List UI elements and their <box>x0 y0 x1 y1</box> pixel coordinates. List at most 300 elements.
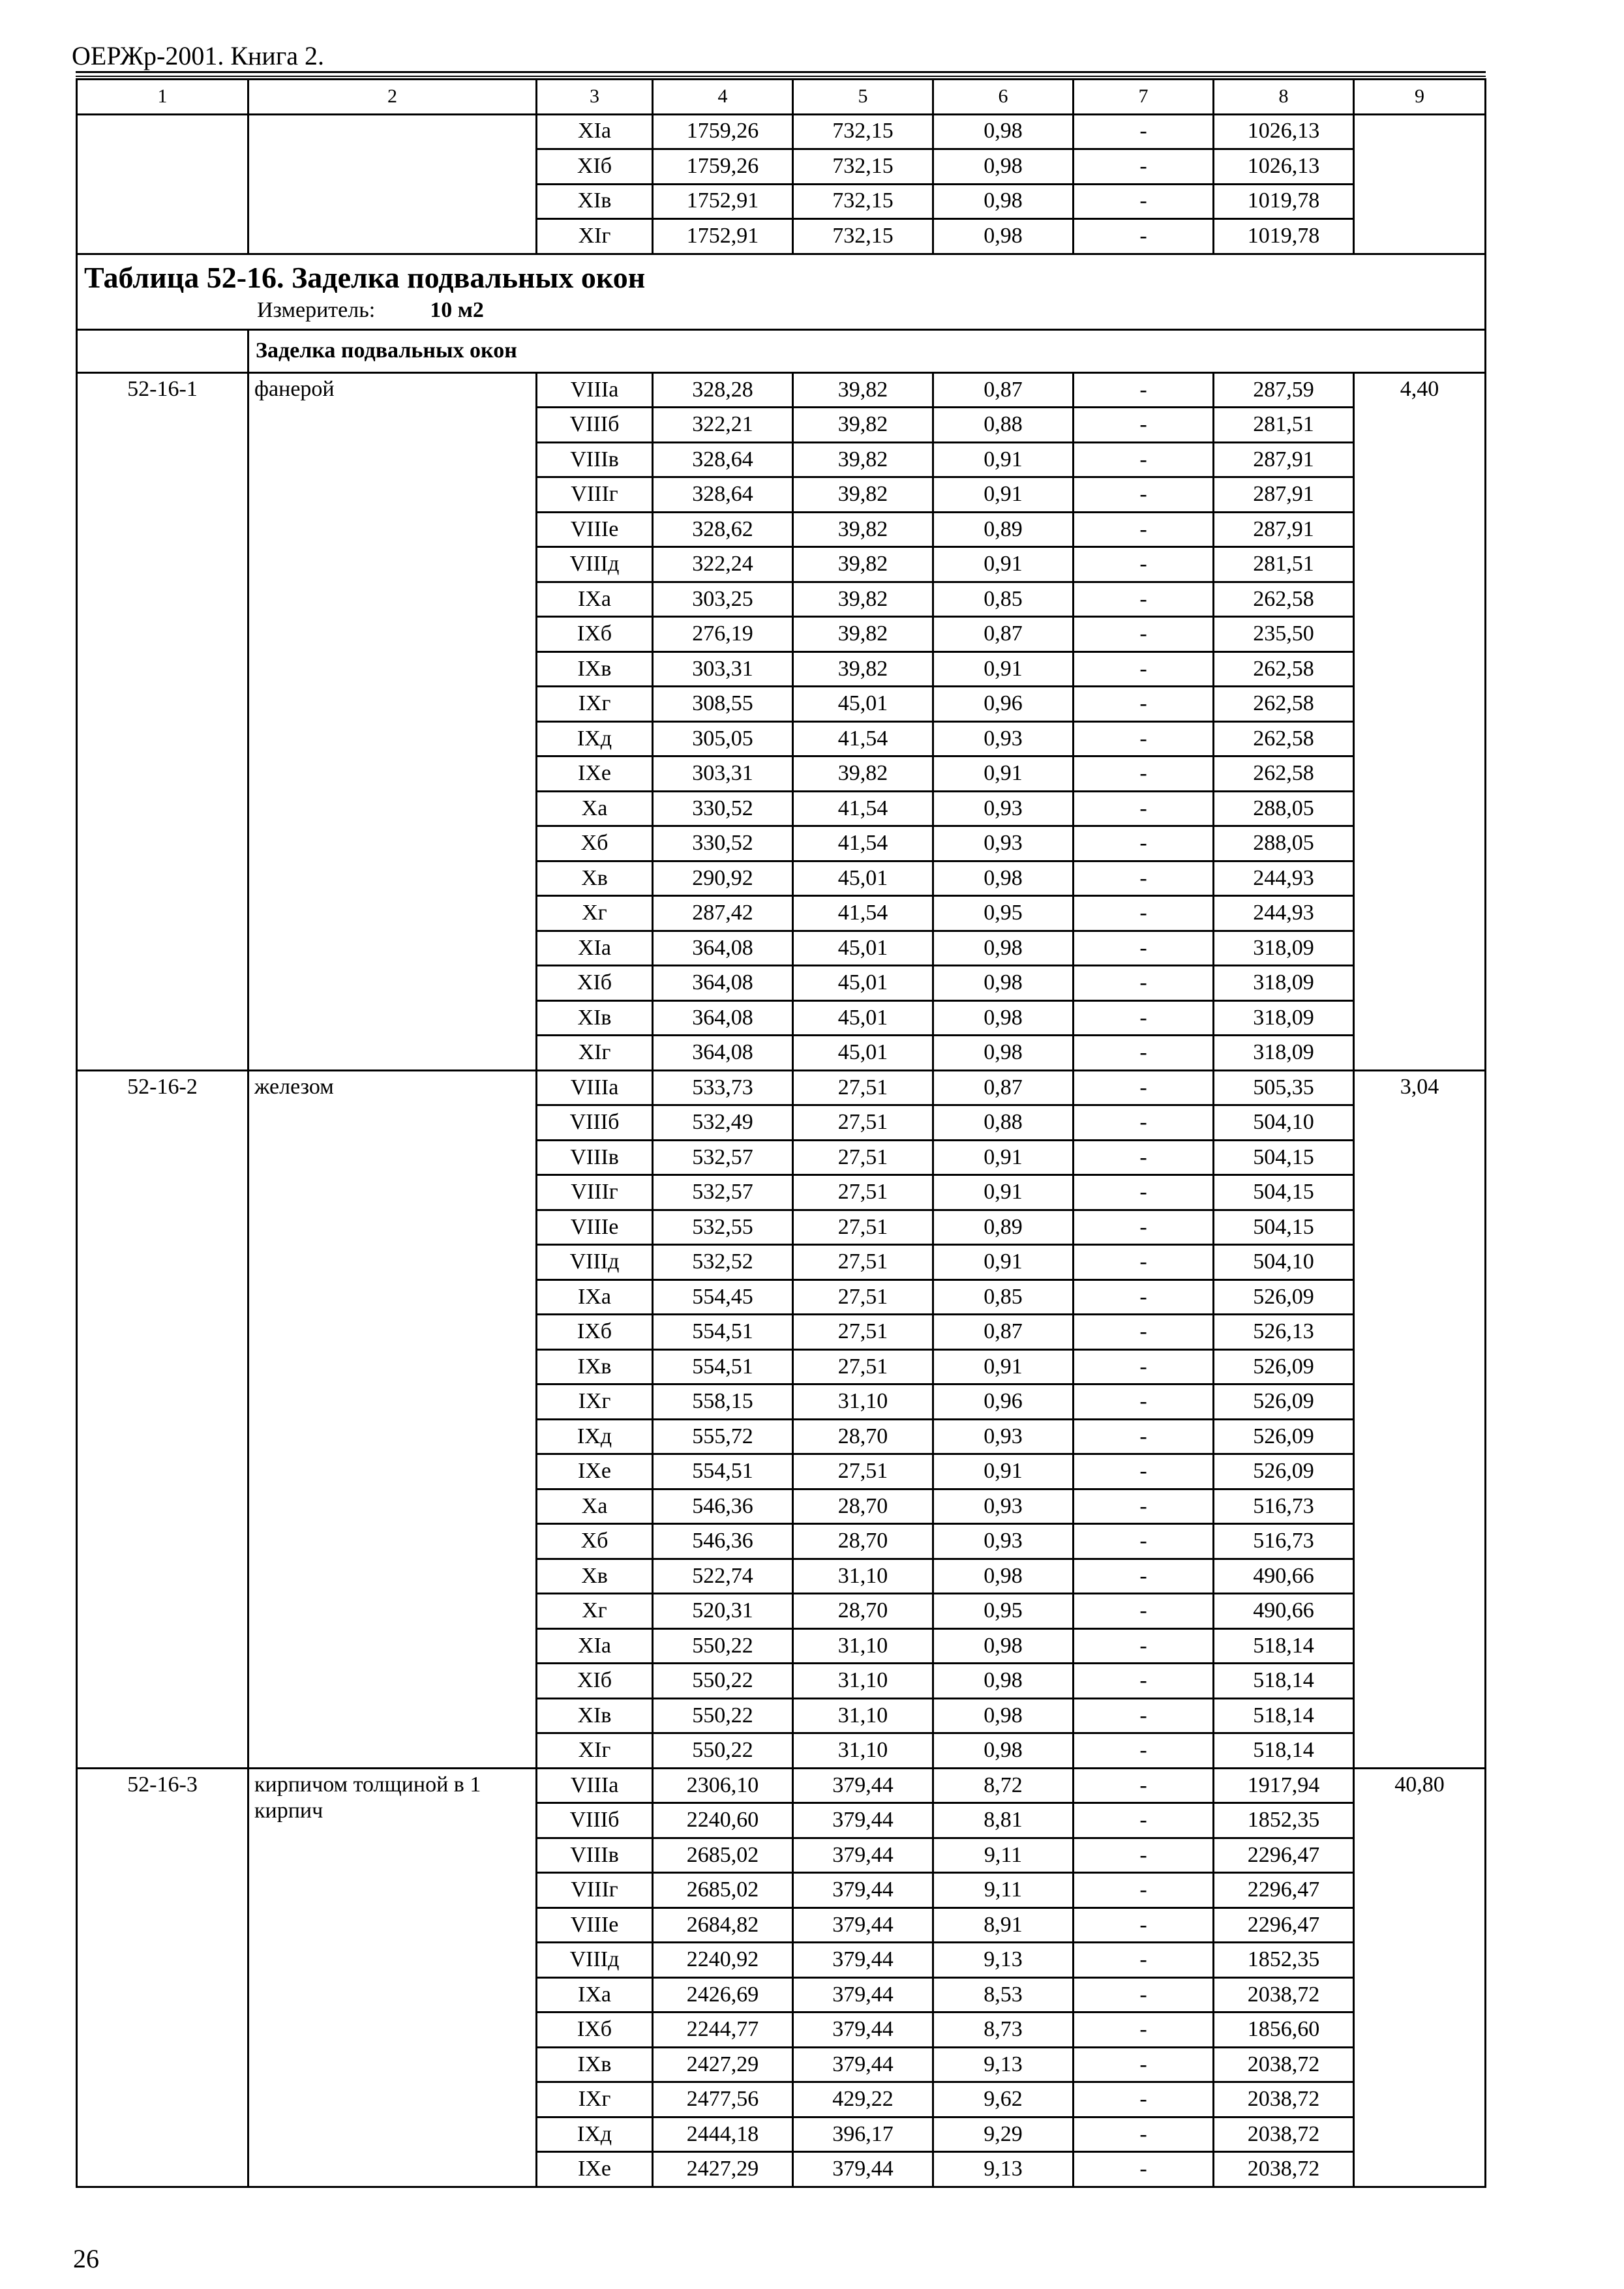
value-cell-col5: 27,51 <box>793 1210 933 1245</box>
table-title-row <box>77 254 1486 330</box>
value-cell-col4: 328,28 <box>653 372 793 408</box>
value-cell-col7: - <box>1074 1210 1214 1245</box>
value-cell-col3: XIа <box>537 1628 653 1664</box>
value-cell-col5: 39,82 <box>793 651 933 687</box>
value-cell-col4: 2685,02 <box>653 1838 793 1873</box>
labor-cost: 3,04 <box>1354 1070 1486 1768</box>
value-cell-col4: 276,19 <box>653 617 793 652</box>
value-cell-col4: 364,08 <box>653 1000 793 1036</box>
value-cell-col5: 39,82 <box>793 408 933 443</box>
value-cell-col3: VIIIб <box>537 1803 653 1838</box>
value-cell-col5: 45,01 <box>793 931 933 966</box>
value-cell-col8: 318,09 <box>1214 1036 1354 1071</box>
value-cell-col6: 0,91 <box>933 1454 1074 1489</box>
value-cell-col7: - <box>1074 184 1214 219</box>
value-cell-col4: 2427,29 <box>653 2152 793 2187</box>
value-cell-col8: 287,91 <box>1214 512 1354 547</box>
value-cell-col6: 0,98 <box>933 184 1074 219</box>
value-cell-col4: 1752,91 <box>653 184 793 219</box>
value-cell-col8: 490,66 <box>1214 1559 1354 1594</box>
value-cell-col3: XIв <box>537 1698 653 1733</box>
value-cell-col7: - <box>1074 1733 1214 1769</box>
value-cell-col3: IXв <box>537 651 653 687</box>
value-cell-col5: 39,82 <box>793 512 933 547</box>
value-cell-col8: 1852,35 <box>1214 1803 1354 1838</box>
value-cell-col3: Xг <box>537 1594 653 1629</box>
value-cell-col3: IXе <box>537 1454 653 1489</box>
value-cell-col7: - <box>1074 1698 1214 1733</box>
value-cell-col6: 0,93 <box>933 826 1074 861</box>
value-cell-col7: - <box>1074 2082 1214 2117</box>
value-cell-col5: 39,82 <box>793 756 933 792</box>
value-cell-col4: 558,15 <box>653 1384 793 1420</box>
value-cell-col7: - <box>1074 1070 1214 1105</box>
value-cell-col5: 28,70 <box>793 1594 933 1629</box>
value-cell-col8: 318,09 <box>1214 966 1354 1001</box>
value-cell-col7: - <box>1074 1873 1214 1908</box>
value-cell-col8: 526,09 <box>1214 1349 1354 1384</box>
value-cell-col4: 546,36 <box>653 1489 793 1524</box>
unit-label: Измеритель: <box>257 298 376 322</box>
value-cell-col7: - <box>1074 756 1214 792</box>
value-cell-col3: VIIIа <box>537 372 653 408</box>
value-cell-col8: 505,35 <box>1214 1070 1354 1105</box>
value-cell-col3: VIIIг <box>537 1175 653 1210</box>
value-cell-col4: 330,52 <box>653 791 793 826</box>
value-cell-col7: - <box>1074 721 1214 756</box>
value-cell-col4: 550,22 <box>653 1628 793 1664</box>
value-cell-col7: - <box>1074 687 1214 722</box>
value-cell-col7: - <box>1074 442 1214 477</box>
value-cell-col7: - <box>1074 1943 1214 1978</box>
value-cell-col8: 287,91 <box>1214 442 1354 477</box>
value-cell-col3: XIа <box>537 931 653 966</box>
header-rule <box>76 71 1486 73</box>
labor-cost: 40,80 <box>1354 1768 1486 2187</box>
value-cell-col6: 0,98 <box>933 1000 1074 1036</box>
table-row <box>77 114 1486 149</box>
value-cell-col7: - <box>1074 2152 1214 2187</box>
value-cell-col6: 0,89 <box>933 1210 1074 1245</box>
value-cell-col8: 518,14 <box>1214 1664 1354 1699</box>
value-cell-col7: - <box>1074 547 1214 582</box>
value-cell-col3: IXг <box>537 687 653 722</box>
value-cell-col6: 0,87 <box>933 1070 1074 1105</box>
value-cell-col8: 262,58 <box>1214 582 1354 617</box>
value-cell-col3: VIIIв <box>537 442 653 477</box>
value-cell-col5: 379,44 <box>793 1873 933 1908</box>
ratio-cell-empty <box>1354 114 1486 254</box>
table-title-cell <box>77 254 1486 330</box>
value-cell-col4: 532,55 <box>653 1210 793 1245</box>
value-cell-col8: 281,51 <box>1214 547 1354 582</box>
value-cell-col6: 0,98 <box>933 966 1074 1001</box>
column-number: 6 <box>933 80 1074 115</box>
value-cell-col7: - <box>1074 114 1214 149</box>
value-cell-col4: 554,51 <box>653 1349 793 1384</box>
value-cell-col8: 2038,72 <box>1214 2082 1354 2117</box>
value-cell-col4: 303,31 <box>653 651 793 687</box>
value-cell-col8: 1026,13 <box>1214 114 1354 149</box>
value-cell-col3: XIг <box>537 1733 653 1769</box>
section-row <box>77 330 1486 373</box>
column-number: 8 <box>1214 80 1354 115</box>
value-cell-col3: IXб <box>537 617 653 652</box>
value-cell-col4: 550,22 <box>653 1698 793 1733</box>
value-cell-col8: 287,91 <box>1214 477 1354 513</box>
value-cell-col5: 732,15 <box>793 184 933 219</box>
value-cell-col8: 262,58 <box>1214 756 1354 792</box>
value-cell-col3: XIг <box>537 219 653 254</box>
value-cell-col8: 1019,78 <box>1214 219 1354 254</box>
value-cell-col6: 0,87 <box>933 1315 1074 1350</box>
value-cell-col6: 9,29 <box>933 2117 1074 2152</box>
value-cell-col8: 2038,72 <box>1214 2152 1354 2187</box>
value-cell-col5: 379,44 <box>793 2152 933 2187</box>
value-cell-col8: 526,13 <box>1214 1315 1354 1350</box>
value-cell-col3: VIIIа <box>537 1768 653 1803</box>
column-number: 7 <box>1074 80 1214 115</box>
value-cell-col5: 31,10 <box>793 1559 933 1594</box>
value-cell-col6: 0,95 <box>933 1594 1074 1629</box>
value-cell-col3: IXд <box>537 721 653 756</box>
value-cell-col5: 732,15 <box>793 114 933 149</box>
value-cell-col4: 322,24 <box>653 547 793 582</box>
value-cell-col5: 31,10 <box>793 1384 933 1420</box>
column-number: 3 <box>537 80 653 115</box>
value-cell-col3: VIIIе <box>537 512 653 547</box>
value-cell-col5: 41,54 <box>793 721 933 756</box>
value-cell-col3: Xа <box>537 791 653 826</box>
value-cell-col7: - <box>1074 1279 1214 1315</box>
value-cell-col8: 287,59 <box>1214 372 1354 408</box>
value-cell-col7: - <box>1074 477 1214 513</box>
value-cell-col5: 31,10 <box>793 1698 933 1733</box>
unit-line <box>257 296 1484 325</box>
value-cell-col7: - <box>1074 966 1214 1001</box>
value-cell-col3: Xв <box>537 1559 653 1594</box>
value-cell-col8: 288,05 <box>1214 826 1354 861</box>
value-cell-col4: 546,36 <box>653 1524 793 1559</box>
value-cell-col6: 0,91 <box>933 756 1074 792</box>
value-cell-col7: - <box>1074 1524 1214 1559</box>
value-cell-col3: VIIIг <box>537 477 653 513</box>
value-cell-col4: 532,49 <box>653 1105 793 1141</box>
value-cell-col7: - <box>1074 1036 1214 1071</box>
value-cell-col4: 364,08 <box>653 931 793 966</box>
value-cell-col3: VIIIг <box>537 1873 653 1908</box>
value-cell-col5: 429,22 <box>793 2082 933 2117</box>
value-cell-col4: 2684,82 <box>653 1908 793 1943</box>
value-cell-col4: 364,08 <box>653 1036 793 1071</box>
value-cell-col3: XIб <box>537 149 653 185</box>
value-cell-col5: 27,51 <box>793 1140 933 1175</box>
value-cell-col8: 526,09 <box>1214 1419 1354 1454</box>
value-cell-col7: - <box>1074 1245 1214 1280</box>
value-cell-col6: 0,93 <box>933 1489 1074 1524</box>
value-cell-col6: 0,96 <box>933 1384 1074 1420</box>
value-cell-col5: 396,17 <box>793 2117 933 2152</box>
value-cell-col3: XIа <box>537 114 653 149</box>
value-cell-col8: 262,58 <box>1214 651 1354 687</box>
value-cell-col8: 288,05 <box>1214 791 1354 826</box>
value-cell-col6: 0,91 <box>933 1245 1074 1280</box>
value-cell-col6: 8,91 <box>933 1908 1074 1943</box>
value-cell-col5: 45,01 <box>793 1036 933 1071</box>
value-cell-col3: XIв <box>537 1000 653 1036</box>
value-cell-col4: 532,57 <box>653 1140 793 1175</box>
value-cell-col8: 262,58 <box>1214 721 1354 756</box>
value-cell-col6: 0,85 <box>933 1279 1074 1315</box>
value-cell-col7: - <box>1074 372 1214 408</box>
value-cell-col7: - <box>1074 1105 1214 1141</box>
value-cell-col6: 0,88 <box>933 408 1074 443</box>
value-cell-col5: 27,51 <box>793 1070 933 1105</box>
value-cell-col4: 554,51 <box>653 1315 793 1350</box>
value-cell-col3: XIг <box>537 1036 653 1071</box>
value-cell-col7: - <box>1074 1977 1214 2012</box>
value-cell-col7: - <box>1074 651 1214 687</box>
column-number: 4 <box>653 80 793 115</box>
value-cell-col8: 504,15 <box>1214 1210 1354 1245</box>
value-cell-col4: 2444,18 <box>653 2117 793 2152</box>
value-cell-col8: 235,50 <box>1214 617 1354 652</box>
value-cell-col8: 504,15 <box>1214 1175 1354 1210</box>
value-cell-col3: IXб <box>537 2012 653 2048</box>
table-row <box>77 1768 1486 1803</box>
value-cell-col6: 0,91 <box>933 1349 1074 1384</box>
value-cell-col4: 322,21 <box>653 408 793 443</box>
value-cell-col3: IXа <box>537 1279 653 1315</box>
column-number: 1 <box>77 80 248 115</box>
value-cell-col6: 0,93 <box>933 721 1074 756</box>
value-cell-col4: 2685,02 <box>653 1873 793 1908</box>
value-cell-col3: IXд <box>537 2117 653 2152</box>
value-cell-col7: - <box>1074 826 1214 861</box>
value-cell-col4: 330,52 <box>653 826 793 861</box>
value-cell-col6: 9,13 <box>933 1943 1074 1978</box>
value-cell-col5: 45,01 <box>793 861 933 896</box>
value-cell-col6: 9,11 <box>933 1838 1074 1873</box>
value-cell-col7: - <box>1074 1489 1214 1524</box>
value-cell-col7: - <box>1074 1140 1214 1175</box>
value-cell-col3: VIIIб <box>537 1105 653 1141</box>
value-cell-col6: 0,93 <box>933 791 1074 826</box>
value-cell-col6: 0,98 <box>933 114 1074 149</box>
rate-code: 52-16-3 <box>77 1768 248 2187</box>
value-cell-col8: 244,93 <box>1214 896 1354 931</box>
value-cell-col6: 0,98 <box>933 931 1074 966</box>
value-cell-col5: 27,51 <box>793 1175 933 1210</box>
value-cell-col4: 1759,26 <box>653 149 793 185</box>
value-cell-col8: 526,09 <box>1214 1384 1354 1420</box>
value-cell-col4: 2306,10 <box>653 1768 793 1803</box>
value-cell-col4: 550,22 <box>653 1733 793 1769</box>
value-cell-col7: - <box>1074 1454 1214 1489</box>
value-cell-col5: 379,44 <box>793 2047 933 2082</box>
value-cell-col5: 31,10 <box>793 1664 933 1699</box>
value-cell-col3: IXб <box>537 1315 653 1350</box>
value-cell-col7: - <box>1074 1664 1214 1699</box>
value-cell-col4: 2426,69 <box>653 1977 793 2012</box>
value-cell-col8: 518,14 <box>1214 1698 1354 1733</box>
value-cell-col6: 0,91 <box>933 442 1074 477</box>
value-cell-col3: Xв <box>537 861 653 896</box>
section-title: Заделка подвальных окон <box>248 330 1486 373</box>
rate-code: 52-16-1 <box>77 372 248 1070</box>
value-cell-col5: 39,82 <box>793 582 933 617</box>
value-cell-col8: 2038,72 <box>1214 2117 1354 2152</box>
value-cell-col4: 2240,92 <box>653 1943 793 1978</box>
value-cell-col5: 45,01 <box>793 966 933 1001</box>
value-cell-col3: IXа <box>537 582 653 617</box>
value-cell-col7: - <box>1074 2117 1214 2152</box>
value-cell-col3: VIIIд <box>537 1245 653 1280</box>
value-cell-col7: - <box>1074 2047 1214 2082</box>
value-cell-col7: - <box>1074 791 1214 826</box>
value-cell-col6: 0,93 <box>933 1419 1074 1454</box>
value-cell-col7: - <box>1074 2012 1214 2048</box>
value-cell-col7: - <box>1074 1349 1214 1384</box>
value-cell-col6: 0,91 <box>933 1175 1074 1210</box>
value-cell-col6: 0,87 <box>933 372 1074 408</box>
value-cell-col5: 39,82 <box>793 477 933 513</box>
value-cell-col8: 1856,60 <box>1214 2012 1354 2048</box>
value-cell-col5: 379,44 <box>793 1943 933 1978</box>
table-row <box>77 372 1486 408</box>
value-cell-col3: VIIIв <box>537 1140 653 1175</box>
value-cell-col8: 2038,72 <box>1214 1977 1354 2012</box>
value-cell-col7: - <box>1074 1384 1214 1420</box>
value-cell-col5: 27,51 <box>793 1349 933 1384</box>
value-cell-col6: 0,98 <box>933 1559 1074 1594</box>
code-cell-empty <box>77 114 248 254</box>
value-cell-col3: IXв <box>537 1349 653 1384</box>
value-cell-col4: 555,72 <box>653 1419 793 1454</box>
value-cell-col8: 516,73 <box>1214 1524 1354 1559</box>
value-cell-col6: 9,13 <box>933 2047 1074 2082</box>
value-cell-col3: IXе <box>537 756 653 792</box>
value-cell-col6: 0,98 <box>933 1036 1074 1071</box>
value-cell-col5: 379,44 <box>793 1908 933 1943</box>
value-cell-col5: 45,01 <box>793 687 933 722</box>
value-cell-col8: 2296,47 <box>1214 1873 1354 1908</box>
value-cell-col7: - <box>1074 1419 1214 1454</box>
value-cell-col4: 1752,91 <box>653 219 793 254</box>
value-cell-col5: 31,10 <box>793 1733 933 1769</box>
value-cell-col8: 262,58 <box>1214 687 1354 722</box>
value-cell-col5: 379,44 <box>793 1803 933 1838</box>
value-cell-col4: 550,22 <box>653 1664 793 1699</box>
value-cell-col3: VIIIе <box>537 1908 653 1943</box>
value-cell-col4: 532,52 <box>653 1245 793 1280</box>
value-cell-col8: 318,09 <box>1214 931 1354 966</box>
value-cell-col8: 516,73 <box>1214 1489 1354 1524</box>
value-cell-col5: 41,54 <box>793 896 933 931</box>
value-cell-col8: 504,10 <box>1214 1245 1354 1280</box>
value-cell-col3: Xб <box>537 826 653 861</box>
value-cell-col7: - <box>1074 1908 1214 1943</box>
value-cell-col7: - <box>1074 512 1214 547</box>
value-cell-col6: 0,89 <box>933 512 1074 547</box>
value-cell-col5: 27,51 <box>793 1279 933 1315</box>
unit-value: 10 м2 <box>430 298 484 322</box>
value-cell-col6: 9,11 <box>933 1873 1074 1908</box>
value-cell-col7: - <box>1074 617 1214 652</box>
value-cell-col3: XIв <box>537 184 653 219</box>
value-cell-col5: 27,51 <box>793 1454 933 1489</box>
value-cell-col8: 2296,47 <box>1214 1838 1354 1873</box>
value-cell-col6: 8,81 <box>933 1803 1074 1838</box>
value-cell-col5: 39,82 <box>793 547 933 582</box>
value-cell-col6: 0,91 <box>933 651 1074 687</box>
value-cell-col4: 305,05 <box>653 721 793 756</box>
labor-cost: 4,40 <box>1354 372 1486 1070</box>
value-cell-col3: VIIIб <box>537 408 653 443</box>
value-cell-col3: Xб <box>537 1524 653 1559</box>
value-cell-col3: Xа <box>537 1489 653 1524</box>
value-cell-col3: IXг <box>537 1384 653 1420</box>
value-cell-col8: 490,66 <box>1214 1594 1354 1629</box>
value-cell-col6: 8,72 <box>933 1768 1074 1803</box>
value-cell-col5: 39,82 <box>793 442 933 477</box>
value-cell-col8: 244,93 <box>1214 861 1354 896</box>
value-cell-col5: 732,15 <box>793 149 933 185</box>
value-cell-col7: - <box>1074 1803 1214 1838</box>
value-cell-col4: 308,55 <box>653 687 793 722</box>
value-cell-col6: 9,13 <box>933 2152 1074 2187</box>
value-cell-col4: 532,57 <box>653 1175 793 1210</box>
value-cell-col5: 31,10 <box>793 1628 933 1664</box>
value-cell-col8: 526,09 <box>1214 1454 1354 1489</box>
value-cell-col4: 1759,26 <box>653 114 793 149</box>
table-row <box>77 1070 1486 1105</box>
value-cell-col6: 0,98 <box>933 1628 1074 1664</box>
name-cell-empty <box>248 114 537 254</box>
rate-name: кирпичом толщиной в 1 кирпич <box>248 1768 537 2187</box>
value-cell-col7: - <box>1074 1315 1214 1350</box>
value-cell-col8: 518,14 <box>1214 1628 1354 1664</box>
value-cell-col7: - <box>1074 1838 1214 1873</box>
value-cell-col4: 522,74 <box>653 1559 793 1594</box>
value-cell-col3: VIIIд <box>537 547 653 582</box>
value-cell-col8: 526,09 <box>1214 1279 1354 1315</box>
value-cell-col5: 39,82 <box>793 617 933 652</box>
value-cell-col6: 8,73 <box>933 2012 1074 2048</box>
value-cell-col8: 281,51 <box>1214 408 1354 443</box>
value-cell-col3: VIIIе <box>537 1210 653 1245</box>
value-cell-col3: XIб <box>537 1664 653 1699</box>
value-cell-col7: - <box>1074 1594 1214 1629</box>
value-cell-col8: 1852,35 <box>1214 1943 1354 1978</box>
value-cell-col4: 533,73 <box>653 1070 793 1105</box>
value-cell-col5: 379,44 <box>793 1977 933 2012</box>
value-cell-col5: 28,70 <box>793 1419 933 1454</box>
value-cell-col5: 28,70 <box>793 1489 933 1524</box>
rate-code: 52-16-2 <box>77 1070 248 1768</box>
section-spacer <box>77 330 248 373</box>
value-cell-col7: - <box>1074 219 1214 254</box>
column-number: 9 <box>1354 80 1486 115</box>
value-cell-col4: 328,64 <box>653 442 793 477</box>
value-cell-col6: 9,62 <box>933 2082 1074 2117</box>
rate-name: железом <box>248 1070 537 1768</box>
value-cell-col3: VIIIв <box>537 1838 653 1873</box>
value-cell-col3: Xг <box>537 896 653 931</box>
value-cell-col4: 287,42 <box>653 896 793 931</box>
value-cell-col3: VIIIа <box>537 1070 653 1105</box>
value-cell-col8: 2038,72 <box>1214 2047 1354 2082</box>
